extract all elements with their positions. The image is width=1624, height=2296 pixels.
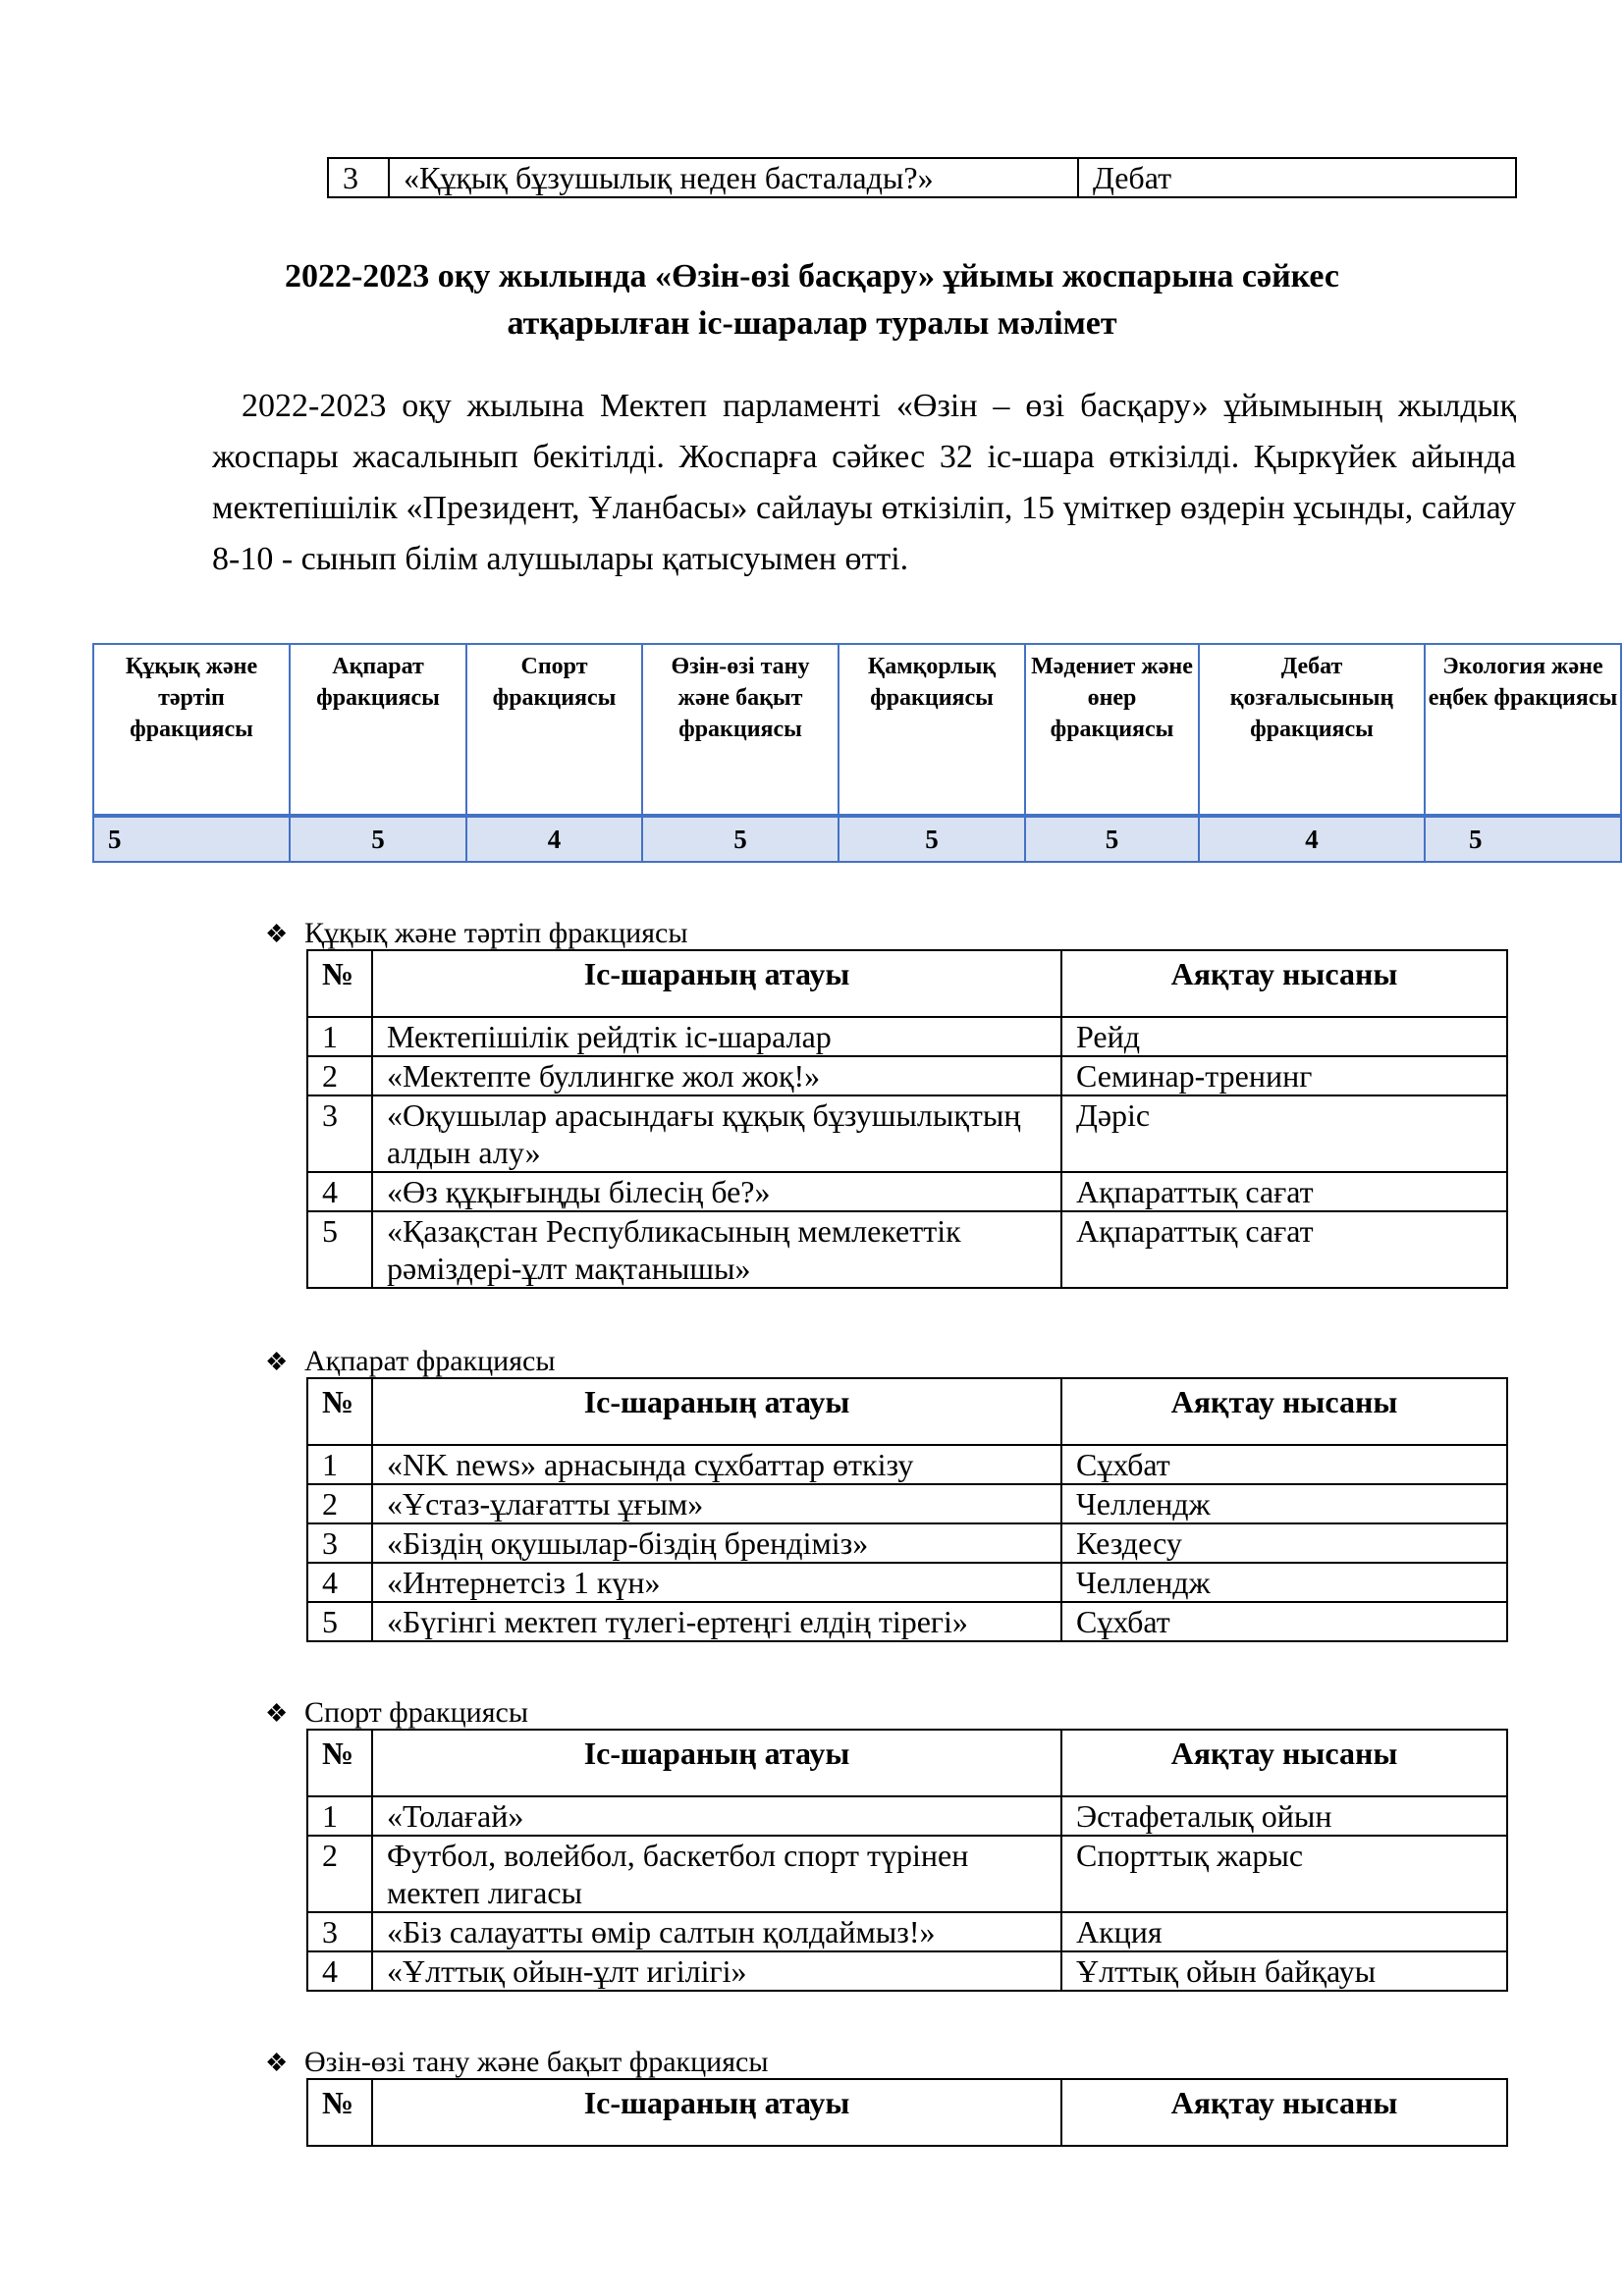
faction-value: 4	[1199, 816, 1425, 862]
event-name: «Мектепте буллингке жол жоқ!»	[372, 1056, 1061, 1095]
header-form: Аяқтау нысаны	[1061, 950, 1507, 1017]
faction-value: 5	[839, 816, 1025, 862]
event-form: Дебат	[1078, 158, 1516, 197]
table-header-row	[307, 2079, 1507, 2146]
table-row	[307, 1172, 1507, 1211]
row-number: 2	[307, 1836, 372, 1912]
header-name: Іс-шараның атауы	[372, 1730, 1061, 1796]
event-name: «Ұстаз-ұлағатты ұғым»	[372, 1484, 1061, 1523]
table-row	[307, 1445, 1507, 1484]
section-label	[265, 1696, 528, 1731]
event-name: «Біздің оқушылар-біздің брендіміз»	[372, 1523, 1061, 1563]
header-num: №	[307, 1378, 372, 1445]
faction-value-row	[93, 816, 1621, 862]
diamond-bullet-icon: ❖	[265, 1699, 289, 1728]
event-name: «Ұлттық ойын-ұлт игілігі»	[372, 1951, 1061, 1991]
row-number: 3	[307, 1095, 372, 1172]
table-row	[307, 1796, 1507, 1836]
section-title: Ақпарат фракциясы	[304, 1345, 556, 1377]
header-form: Аяқтау нысаны	[1061, 2079, 1507, 2146]
section-table	[306, 1729, 1508, 1992]
event-form: Ақпараттық сағат	[1061, 1172, 1507, 1211]
row-number: 3	[307, 1912, 372, 1951]
faction-header: Өзін-өзі тану және бақыт фракциясы	[642, 644, 839, 816]
faction-value: 5	[93, 816, 290, 862]
row-number: 1	[307, 1017, 372, 1056]
row-number: 4	[307, 1172, 372, 1211]
header-num: №	[307, 950, 372, 1017]
section-label	[265, 2046, 768, 2080]
table-row	[307, 1563, 1507, 1602]
section-table	[306, 949, 1508, 1289]
row-number: 5	[307, 1211, 372, 1288]
table-row	[307, 1523, 1507, 1563]
event-name: Футбол, волейбол, баскетбол спорт түрінен мектеп лигасы	[372, 1836, 1061, 1912]
event-name: «Оқушылар арасындағы құқық бұзушылықтың алдын алу»	[372, 1095, 1061, 1172]
event-name: «Біз салауатты өмір салтын қолдаймыз!»	[372, 1912, 1061, 1951]
faction-header: Спорт фракциясы	[466, 644, 642, 816]
event-name: «Толағай»	[372, 1796, 1061, 1836]
row-number: 2	[307, 1484, 372, 1523]
document-title	[147, 253, 1477, 347]
table-header-row	[307, 1378, 1507, 1445]
faction-header: Құқық және тәртіп фракциясы	[93, 644, 290, 816]
section-table	[306, 1377, 1508, 1642]
header-num: №	[307, 2079, 372, 2146]
table-row	[328, 158, 1516, 197]
table-row	[307, 1484, 1507, 1523]
section-title: Спорт фракциясы	[304, 1696, 528, 1729]
table-row	[307, 1017, 1507, 1056]
row-number: 4	[307, 1951, 372, 1991]
event-form: Ұлттық ойын байқауы	[1061, 1951, 1507, 1991]
faction-header-row	[93, 644, 1621, 816]
row-number: 5	[307, 1602, 372, 1641]
event-form: Дәріс	[1061, 1095, 1507, 1172]
faction-value: 5	[1425, 816, 1621, 862]
header-name: Іс-шараның атауы	[372, 2079, 1061, 2146]
row-number: 1	[307, 1445, 372, 1484]
event-name: «Құқық бұзушылық неден басталады?»	[389, 158, 1078, 197]
event-form: Сұхбат	[1061, 1445, 1507, 1484]
table-row	[307, 1056, 1507, 1095]
header-num: №	[307, 1730, 372, 1796]
title-line-1: 2022-2023 оқу жылында «Өзін-өзі басқару» ұйымы жоспарына сәйкес	[284, 258, 1340, 294]
faction-header: Қамқорлық фракциясы	[839, 644, 1025, 816]
event-name: Мектепішілік рейдтік іс-шаралар	[372, 1017, 1061, 1056]
table-header-row	[307, 950, 1507, 1017]
event-name: «NK news» арнасында сұхбаттар өткізу	[372, 1445, 1061, 1484]
faction-header: Ақпарат фракциясы	[290, 644, 466, 816]
table-row	[307, 1095, 1507, 1172]
diamond-bullet-icon: ❖	[265, 920, 289, 948]
row-number: 3	[307, 1523, 372, 1563]
event-form: Ақпараттық сағат	[1061, 1211, 1507, 1288]
top-continuation-table	[327, 157, 1517, 198]
intro-paragraph: 2022-2023 оқу жылына Мектеп парламенті «Өзін – өзі басқару» ұйымының жылдық жоспары жасалынып бекітілді. Жоспарға сәйкес 32 іс-шара өткізілді. Қыркүйек айында мектепішілік «Президент, Ұланбасы» сайлауы өткізіліп, 15 үміткер өздерін ұсынды, сайлау 8-10 - сынып білім алушылары қатысуымен өтті.	[212, 388, 1516, 577]
event-form: Семинар-тренинг	[1061, 1056, 1507, 1095]
table-header-row	[307, 1730, 1507, 1796]
event-name: «Өз құқығыңды білесің бе?»	[372, 1172, 1061, 1211]
faction-header: Экология және еңбек фракциясы	[1425, 644, 1621, 816]
event-form: Кездесу	[1061, 1523, 1507, 1563]
section-title: Өзін-өзі тану және бақыт фракциясы	[304, 2046, 769, 2078]
event-name: «Интернетсіз 1 күн»	[372, 1563, 1061, 1602]
event-form: Акция	[1061, 1912, 1507, 1951]
faction-value: 4	[466, 816, 642, 862]
header-form: Аяқтау нысаны	[1061, 1730, 1507, 1796]
row-number: 1	[307, 1796, 372, 1836]
header-name: Іс-шараның атауы	[372, 950, 1061, 1017]
section-table	[306, 2078, 1508, 2147]
title-line-2: атқарылған іс-шаралар туралы мәлімет	[507, 305, 1117, 342]
row-number: 4	[307, 1563, 372, 1602]
table-row	[307, 1912, 1507, 1951]
diamond-bullet-icon: ❖	[265, 2049, 289, 2077]
section-label	[265, 1345, 555, 1379]
event-form: Челлендж	[1061, 1563, 1507, 1602]
event-name: «Қазақстан Республикасының мемлекеттік рәміздері-ұлт мақтанышы»	[372, 1211, 1061, 1288]
table-row	[307, 1836, 1507, 1912]
header-form: Аяқтау нысаны	[1061, 1378, 1507, 1445]
event-form: Эстафеталық ойын	[1061, 1796, 1507, 1836]
event-form: Спорттық жарыс	[1061, 1836, 1507, 1912]
table-row	[307, 1211, 1507, 1288]
row-number: 2	[307, 1056, 372, 1095]
faction-value: 5	[1025, 816, 1199, 862]
faction-value: 5	[290, 816, 466, 862]
table-row	[307, 1602, 1507, 1641]
faction-header: Дебат қозғалысының фракциясы	[1199, 644, 1425, 816]
faction-value: 5	[642, 816, 839, 862]
event-form: Челлендж	[1061, 1484, 1507, 1523]
faction-summary-table	[92, 643, 1622, 863]
row-number: 3	[328, 158, 389, 197]
diamond-bullet-icon: ❖	[265, 1348, 289, 1376]
section-title: Құқық және тәртіп фракциясы	[304, 917, 688, 949]
section-label	[265, 917, 687, 951]
header-name: Іс-шараның атауы	[372, 1378, 1061, 1445]
event-name: «Бүгінгі мектеп түлегі-ертеңгі елдің тірегі»	[372, 1602, 1061, 1641]
event-form: Сұхбат	[1061, 1602, 1507, 1641]
faction-header: Мәдениет және өнер фракциясы	[1025, 644, 1199, 816]
event-form: Рейд	[1061, 1017, 1507, 1056]
table-row	[307, 1951, 1507, 1991]
